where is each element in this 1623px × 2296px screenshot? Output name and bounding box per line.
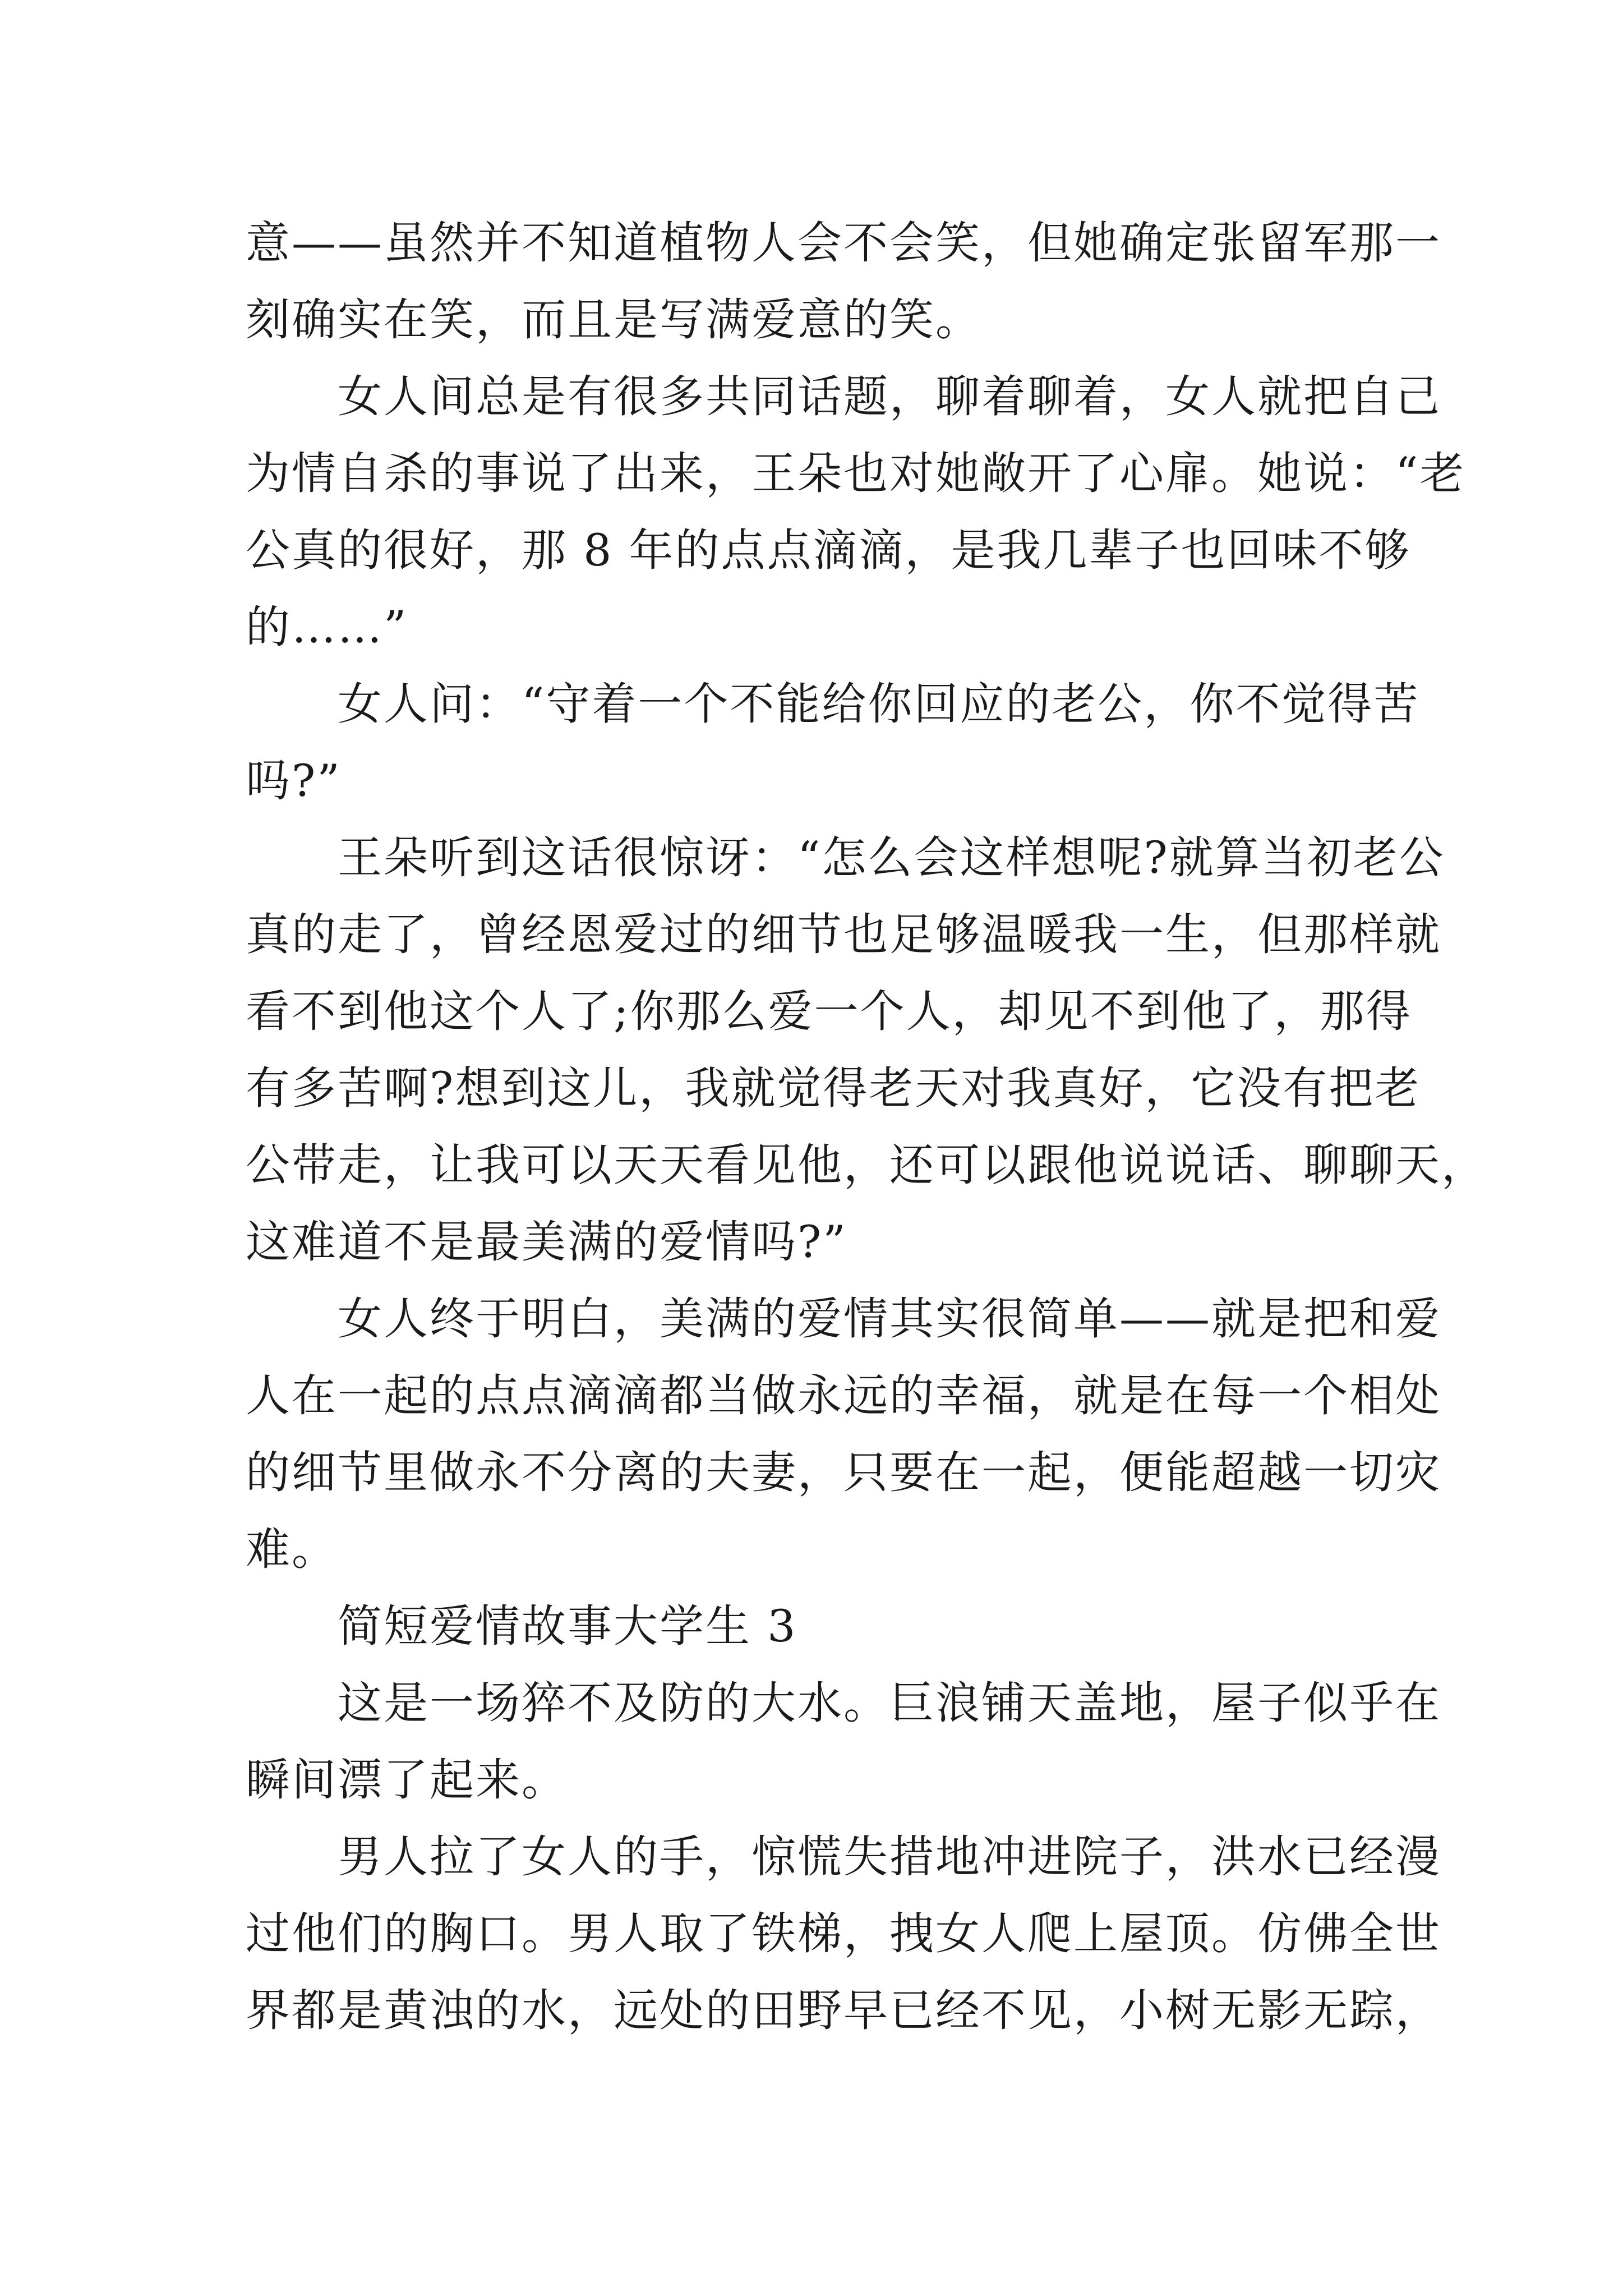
section-heading: 简短爱情故事大学生 3 [338, 1600, 797, 1652]
text-line: 女人间总是有很多共同话题，聊着聊着，女人就把自己 [338, 371, 1441, 422]
text-line: 吗?” [246, 755, 342, 807]
text-line: 真的走了，曾经恩爱过的细节也足够温暖我一生，但那样就 [246, 909, 1441, 960]
text-line: 女人终于明白，美满的爱情其实很简单——就是把和爱 [338, 1293, 1441, 1345]
text-line: 有多苦啊?想到这儿，我就觉得老天对我真好，它没有把老 [246, 1062, 1421, 1114]
text-line: 王朵听到这话很惊讶：“怎么会这样想呢?就算当初老公 [338, 832, 1445, 884]
text-line: 的细节里做永不分离的夫妻，只要在一起，便能超越一切灾 [246, 1447, 1441, 1498]
text-line: 意——虽然并不知道植物人会不会笑，但她确定张留军那一 [246, 217, 1441, 269]
text-line: 公真的很好，那 8 年的点点滴滴，是我几辈子也回味不够 [246, 524, 1411, 576]
text-line: 这是一场猝不及防的大水。巨浪铺天盖地，屋子似乎在 [338, 1677, 1441, 1729]
text-line: 人在一起的点点滴滴都当做永远的幸福，就是在每一个相处 [246, 1370, 1441, 1421]
text-line: 界都是黄浊的水，远处的田野早已经不见，小树无影无踪， [246, 1985, 1441, 2036]
document-body [246, 205, 1487, 2049]
text-line: 这难道不是最美满的爱情吗?” [246, 1216, 847, 1268]
text-line: 看不到他这个人了;你那么爱一个人，却见不到他了，那得 [246, 986, 1412, 1037]
text-line: 为情自杀的事说了出来，王朵也对她敞开了心扉。她说：“老 [246, 448, 1466, 499]
text-line: 刻确实在笑，而且是写满爱意的笑。 [246, 294, 981, 346]
text-line: 的……” [246, 601, 408, 653]
text-line: 公带走，让我可以天天看见他，还可以跟他说说话、聊聊天， [246, 1139, 1487, 1191]
text-line: 瞬间漂了起来。 [246, 1754, 568, 1806]
text-line: 难。 [246, 1524, 338, 1575]
text-line: 女人问：“守着一个不能给你回应的老公，你不觉得苦 [338, 678, 1420, 730]
text-line: 男人拉了女人的手，惊慌失措地冲进院子，洪水已经漫 [338, 1831, 1441, 1883]
text-line: 过他们的胸口。男人取了铁梯，拽女人爬上屋顶。仿佛全世 [246, 1908, 1441, 1959]
